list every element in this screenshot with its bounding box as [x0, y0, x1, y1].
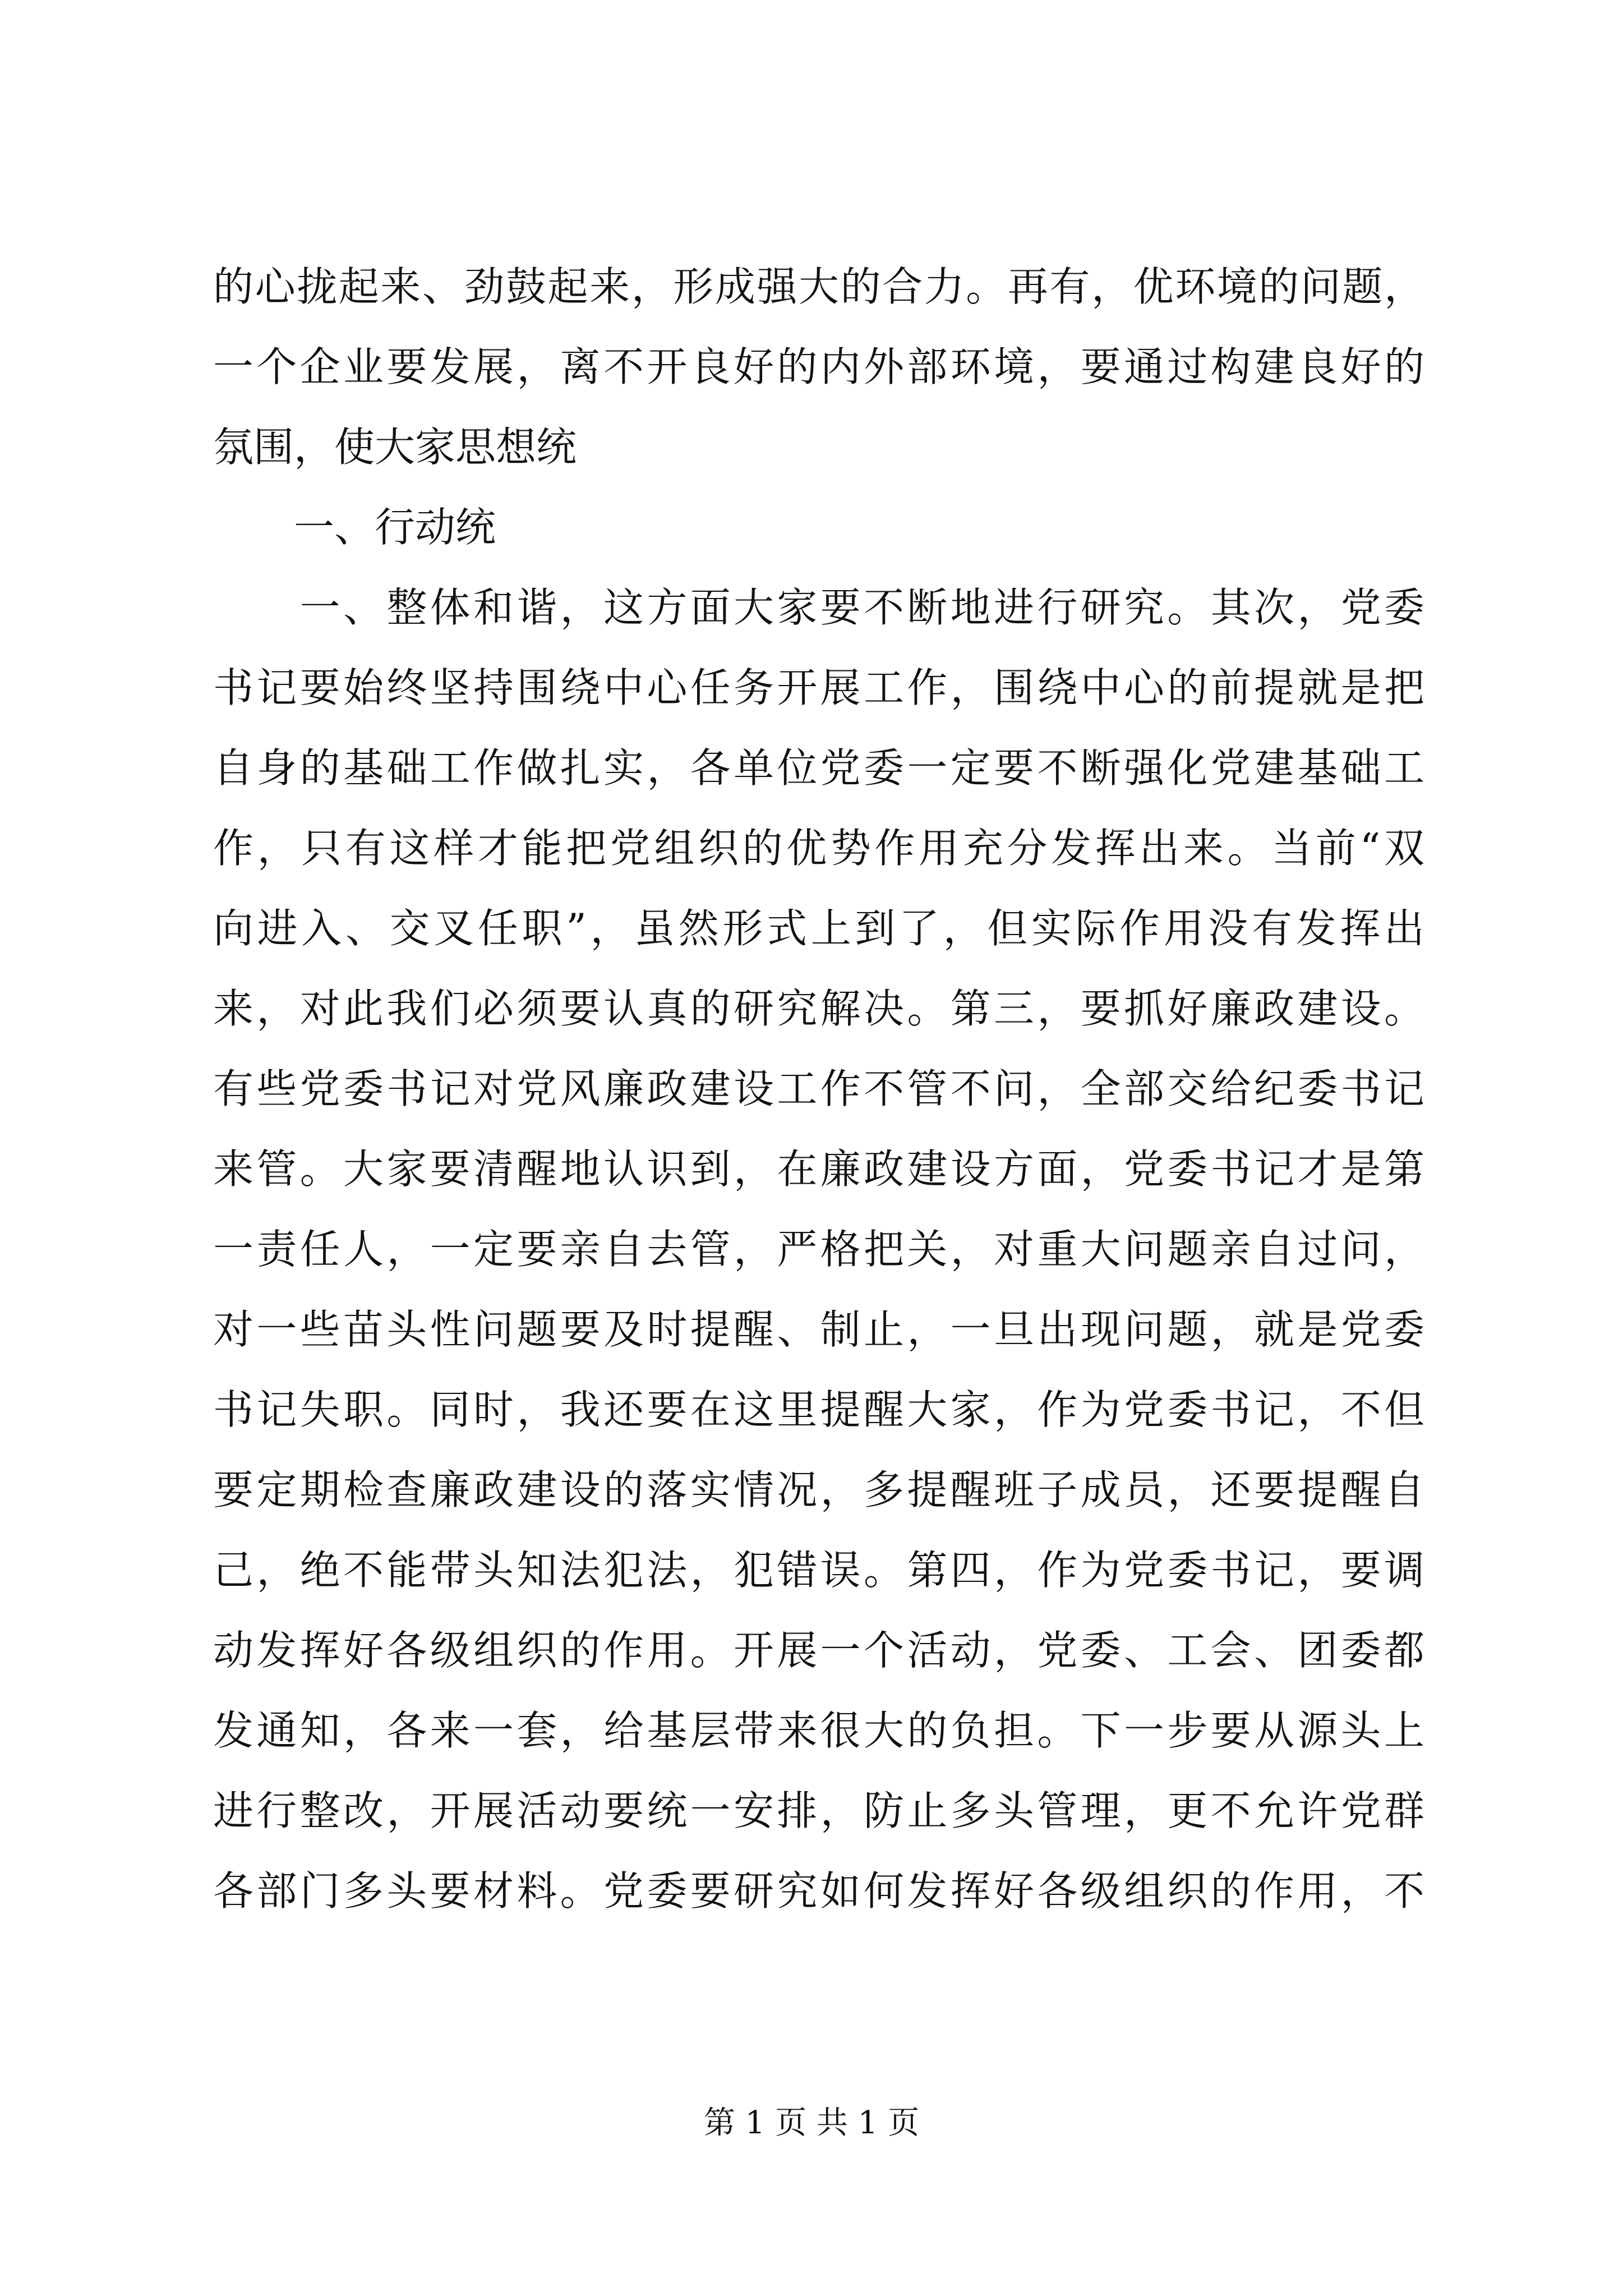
- text-line: 发通知，各来一套，给基层带来很大的负担。下一步要从源头上: [213, 1707, 1424, 1754]
- text-line: 己，绝不能带头知法犯法，犯错误。第四，作为党委书记，要调: [213, 1547, 1424, 1594]
- text-line: 作，只有这样才能把党组织的优势作用充分发挥出来。当前“双: [213, 825, 1424, 872]
- section-heading: 一、行动统: [213, 504, 496, 551]
- text-line: 要定期检查廉政建设的落实情况，多提醒班子成员，还要提醒自: [213, 1466, 1424, 1513]
- page-number: 第 1 页 共 1 页: [703, 2105, 920, 2141]
- text-line: 氛围，使大家思想统: [213, 424, 577, 471]
- text-line: 有些党委书记对党风廉政建设工作不管不问，全部交给纪委书记: [213, 1065, 1424, 1112]
- text-line: 书记要始终坚持围绕中心任务开展工作，围绕中心的前提就是把: [213, 664, 1424, 711]
- body-text: [213, 247, 1424, 1931]
- text-line: 自身的基础工作做扎实，各单位党委一定要不断强化党建基础工: [213, 744, 1424, 792]
- text-line: 动发挥好各级组织的作用。开展一个活动，党委、工会、团委都: [213, 1627, 1424, 1674]
- text-line: 书记失职。同时，我还要在这里提醒大家，作为党委书记，不但: [213, 1386, 1424, 1433]
- text-line: 向进入、交叉任职”，虽然形式上到了，但实际作用没有发挥出: [213, 905, 1424, 952]
- text-line: 一个企业要发展，离不开良好的内外部环境，要通过构建良好的: [213, 343, 1424, 390]
- text-line: 各部门多头要材料。党委要研究如何发挥好各级组织的作用，不: [213, 1867, 1424, 1915]
- page-footer: [0, 2098, 1623, 2143]
- text-line: 一、整体和谐，这方面大家要不断地进行研究。其次，党委: [213, 584, 1424, 631]
- text-line: 的心拢起来、劲鼓起来，形成强大的合力。再有，优环境的问题，: [213, 263, 1424, 310]
- text-line: 来管。大家要清醒地认识到，在廉政建设方面，党委书记才是第: [213, 1145, 1424, 1193]
- text-line: 一责任人，一定要亲自去管，严格把关，对重大问题亲自过问，: [213, 1226, 1424, 1273]
- text-line: 来，对此我们必须要认真的研究解决。第三，要抓好廉政建设。: [213, 985, 1424, 1032]
- text-line: 对一些苗头性问题要及时提醒、制止，一旦出现问题，就是党委: [213, 1306, 1424, 1353]
- text-line: 进行整改，开展活动要统一安排，防止多头管理，更不允许党群: [213, 1787, 1424, 1834]
